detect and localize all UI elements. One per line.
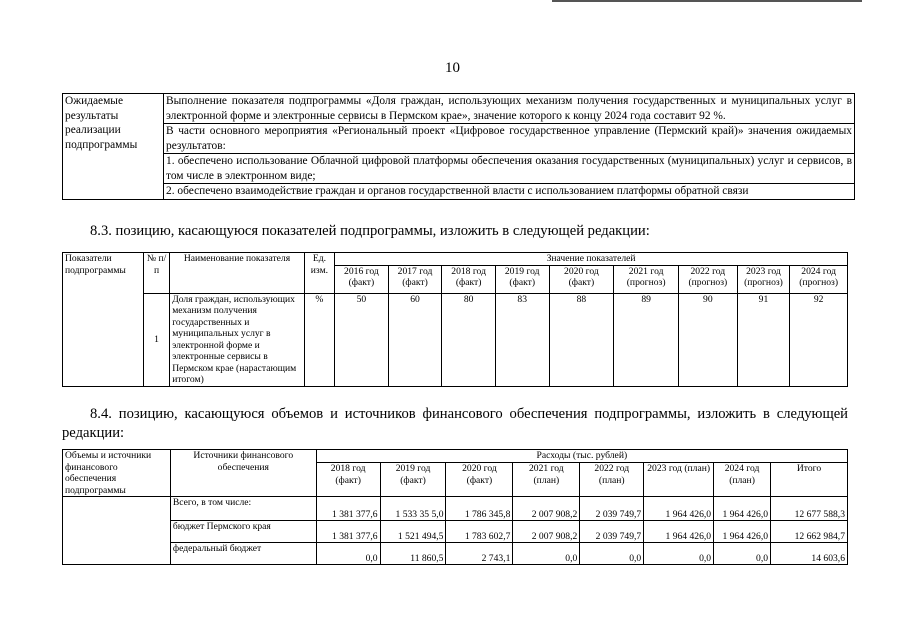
finance-cell: 1 964 426,0 — [644, 497, 714, 521]
row-value: 90 — [679, 293, 738, 386]
expected-results-row: Выполнение показателя подпрограммы «Доля граждан, использующих механизм получения государственных и муниципальных услуг в электронной форме и электронные сервисы в Пермском крае», значение которого к концу 2024 года составит 92 %. — [164, 94, 855, 124]
col-num: № п/п — [143, 253, 169, 294]
finance-cell: 0,0 — [644, 543, 714, 565]
finance-row-source: федеральный бюджет — [170, 543, 316, 565]
row-value: 91 — [737, 293, 790, 386]
expected-results-row: В части основного мероприятия «Региональный проект «Цифровое государственное управление (Пермский край)» значения ожидаемых результатов: — [164, 124, 855, 154]
finance-cell: 2 743,1 — [446, 543, 513, 565]
row-unit: % — [304, 293, 334, 386]
finance-cell: 12 677 588,3 — [771, 497, 848, 521]
finance-cell: 1 964 426,0 — [714, 521, 771, 543]
page-number: 10 — [445, 60, 460, 76]
finance-year-header: 2021 год (план) — [513, 463, 580, 497]
finance-cell: 0,0 — [513, 543, 580, 565]
row-value: 88 — [549, 293, 614, 386]
finance-year-header: 2022 год (план) — [580, 463, 644, 497]
finance-cell: 1 964 426,0 — [644, 521, 714, 543]
top-rule — [552, 0, 862, 2]
indicators-table — [62, 252, 848, 387]
finance-cell: 1 533 35 5,0 — [380, 497, 446, 521]
year-header: 2020 год (факт) — [549, 265, 614, 293]
row-value: 60 — [388, 293, 442, 386]
section-8-3-heading: 8.3. позицию, касающуюся показателей подпрограммы, изложить в следующей редакции: — [90, 223, 650, 239]
row-value: 92 — [790, 293, 848, 386]
finance-cell: 2 039 749,7 — [580, 521, 644, 543]
year-header: 2023 год (прогноз) — [737, 265, 790, 293]
year-header: 2022 год (прогноз) — [679, 265, 738, 293]
expected-results-row: 1. обеспечено использование Облачной цифровой платформы обеспечения оказания государственных (муниципальных) услуг и сервисов, в том числе в электронном виде; — [164, 154, 855, 184]
finance-year-header: 2020 год (факт) — [446, 463, 513, 497]
expected-results-row: 2. обеспечено взаимодействие граждан и органов государственной власти с использованием платформы обратной связи — [164, 184, 855, 200]
row-value: 89 — [614, 293, 679, 386]
year-header: 2021 год (прогноз) — [614, 265, 679, 293]
year-header: 2024 год (прогноз) — [790, 265, 848, 293]
finance-blank-cell — [63, 497, 171, 565]
finance-cell: 2 007 908,2 — [513, 521, 580, 543]
finance-cell: 0,0 — [714, 543, 771, 565]
row-name: Доля граждан, использующих механизм получения государственных и муниципальных услуг в электронной форме и электронные сервисы в Пермском крае (нарастающим итогом) — [170, 293, 305, 386]
finance-cell: 1 381 377,6 — [316, 521, 380, 543]
finance-cell: 12 662 984,7 — [771, 521, 848, 543]
finance-cell: 1 783 602,7 — [446, 521, 513, 543]
col-name: Наименование показателя — [170, 253, 305, 294]
finance-row-source: Всего, в том числе: — [170, 497, 316, 521]
col-values: Значение показателей — [335, 253, 848, 266]
finance-table — [62, 449, 848, 565]
finance-cell: 11 860,5 — [380, 543, 446, 565]
finance-cell: 2 007 908,2 — [513, 497, 580, 521]
section-8-4-heading: 8.4. позицию, касающуюся объемов и источников финансового обеспечения подпрограммы, изложить в следующей редакции: — [62, 406, 848, 441]
col-expenses: Расходы (тыс. рублей) — [316, 450, 847, 463]
finance-year-header: 2024 год (план) — [714, 463, 771, 497]
finance-year-header: 2023 год (план) — [644, 463, 714, 497]
col-sources: Источники финансового обеспечения — [170, 450, 316, 497]
finance-cell: 1 964 426,0 — [714, 497, 771, 521]
year-header: 2019 год (факт) — [495, 265, 549, 293]
col-volumes: Объемы и источники финансового обеспечения подпрограммы — [63, 450, 171, 497]
finance-cell: 0,0 — [316, 543, 380, 565]
row-num: 1 — [143, 293, 169, 386]
finance-year-header: 2018 год (факт) — [316, 463, 380, 497]
finance-year-header: 2019 год (факт) — [380, 463, 446, 497]
finance-year-header: Итого — [771, 463, 848, 497]
finance-cell: 1 381 377,6 — [316, 497, 380, 521]
expected-results-label: Ожидаемые результаты реализации подпрограммы — [63, 94, 164, 200]
finance-cell: 2 039 749,7 — [580, 497, 644, 521]
col-indicators: Показатели подпрограммы — [63, 253, 144, 387]
row-value: 80 — [442, 293, 496, 386]
finance-cell: 0,0 — [580, 543, 644, 565]
row-value: 83 — [495, 293, 549, 386]
finance-cell: 1 786 345,8 — [446, 497, 513, 521]
year-header: 2018 год (факт) — [442, 265, 496, 293]
finance-row-source: бюджет Пермского края — [170, 521, 316, 543]
finance-cell: 14 603,6 — [771, 543, 848, 565]
year-header: 2016 год (факт) — [335, 265, 389, 293]
year-header: 2017 год (факт) — [388, 265, 442, 293]
row-value: 50 — [335, 293, 389, 386]
col-unit: Ед. изм. — [304, 253, 334, 294]
finance-cell: 1 521 494,5 — [380, 521, 446, 543]
expected-results-table — [62, 93, 855, 200]
